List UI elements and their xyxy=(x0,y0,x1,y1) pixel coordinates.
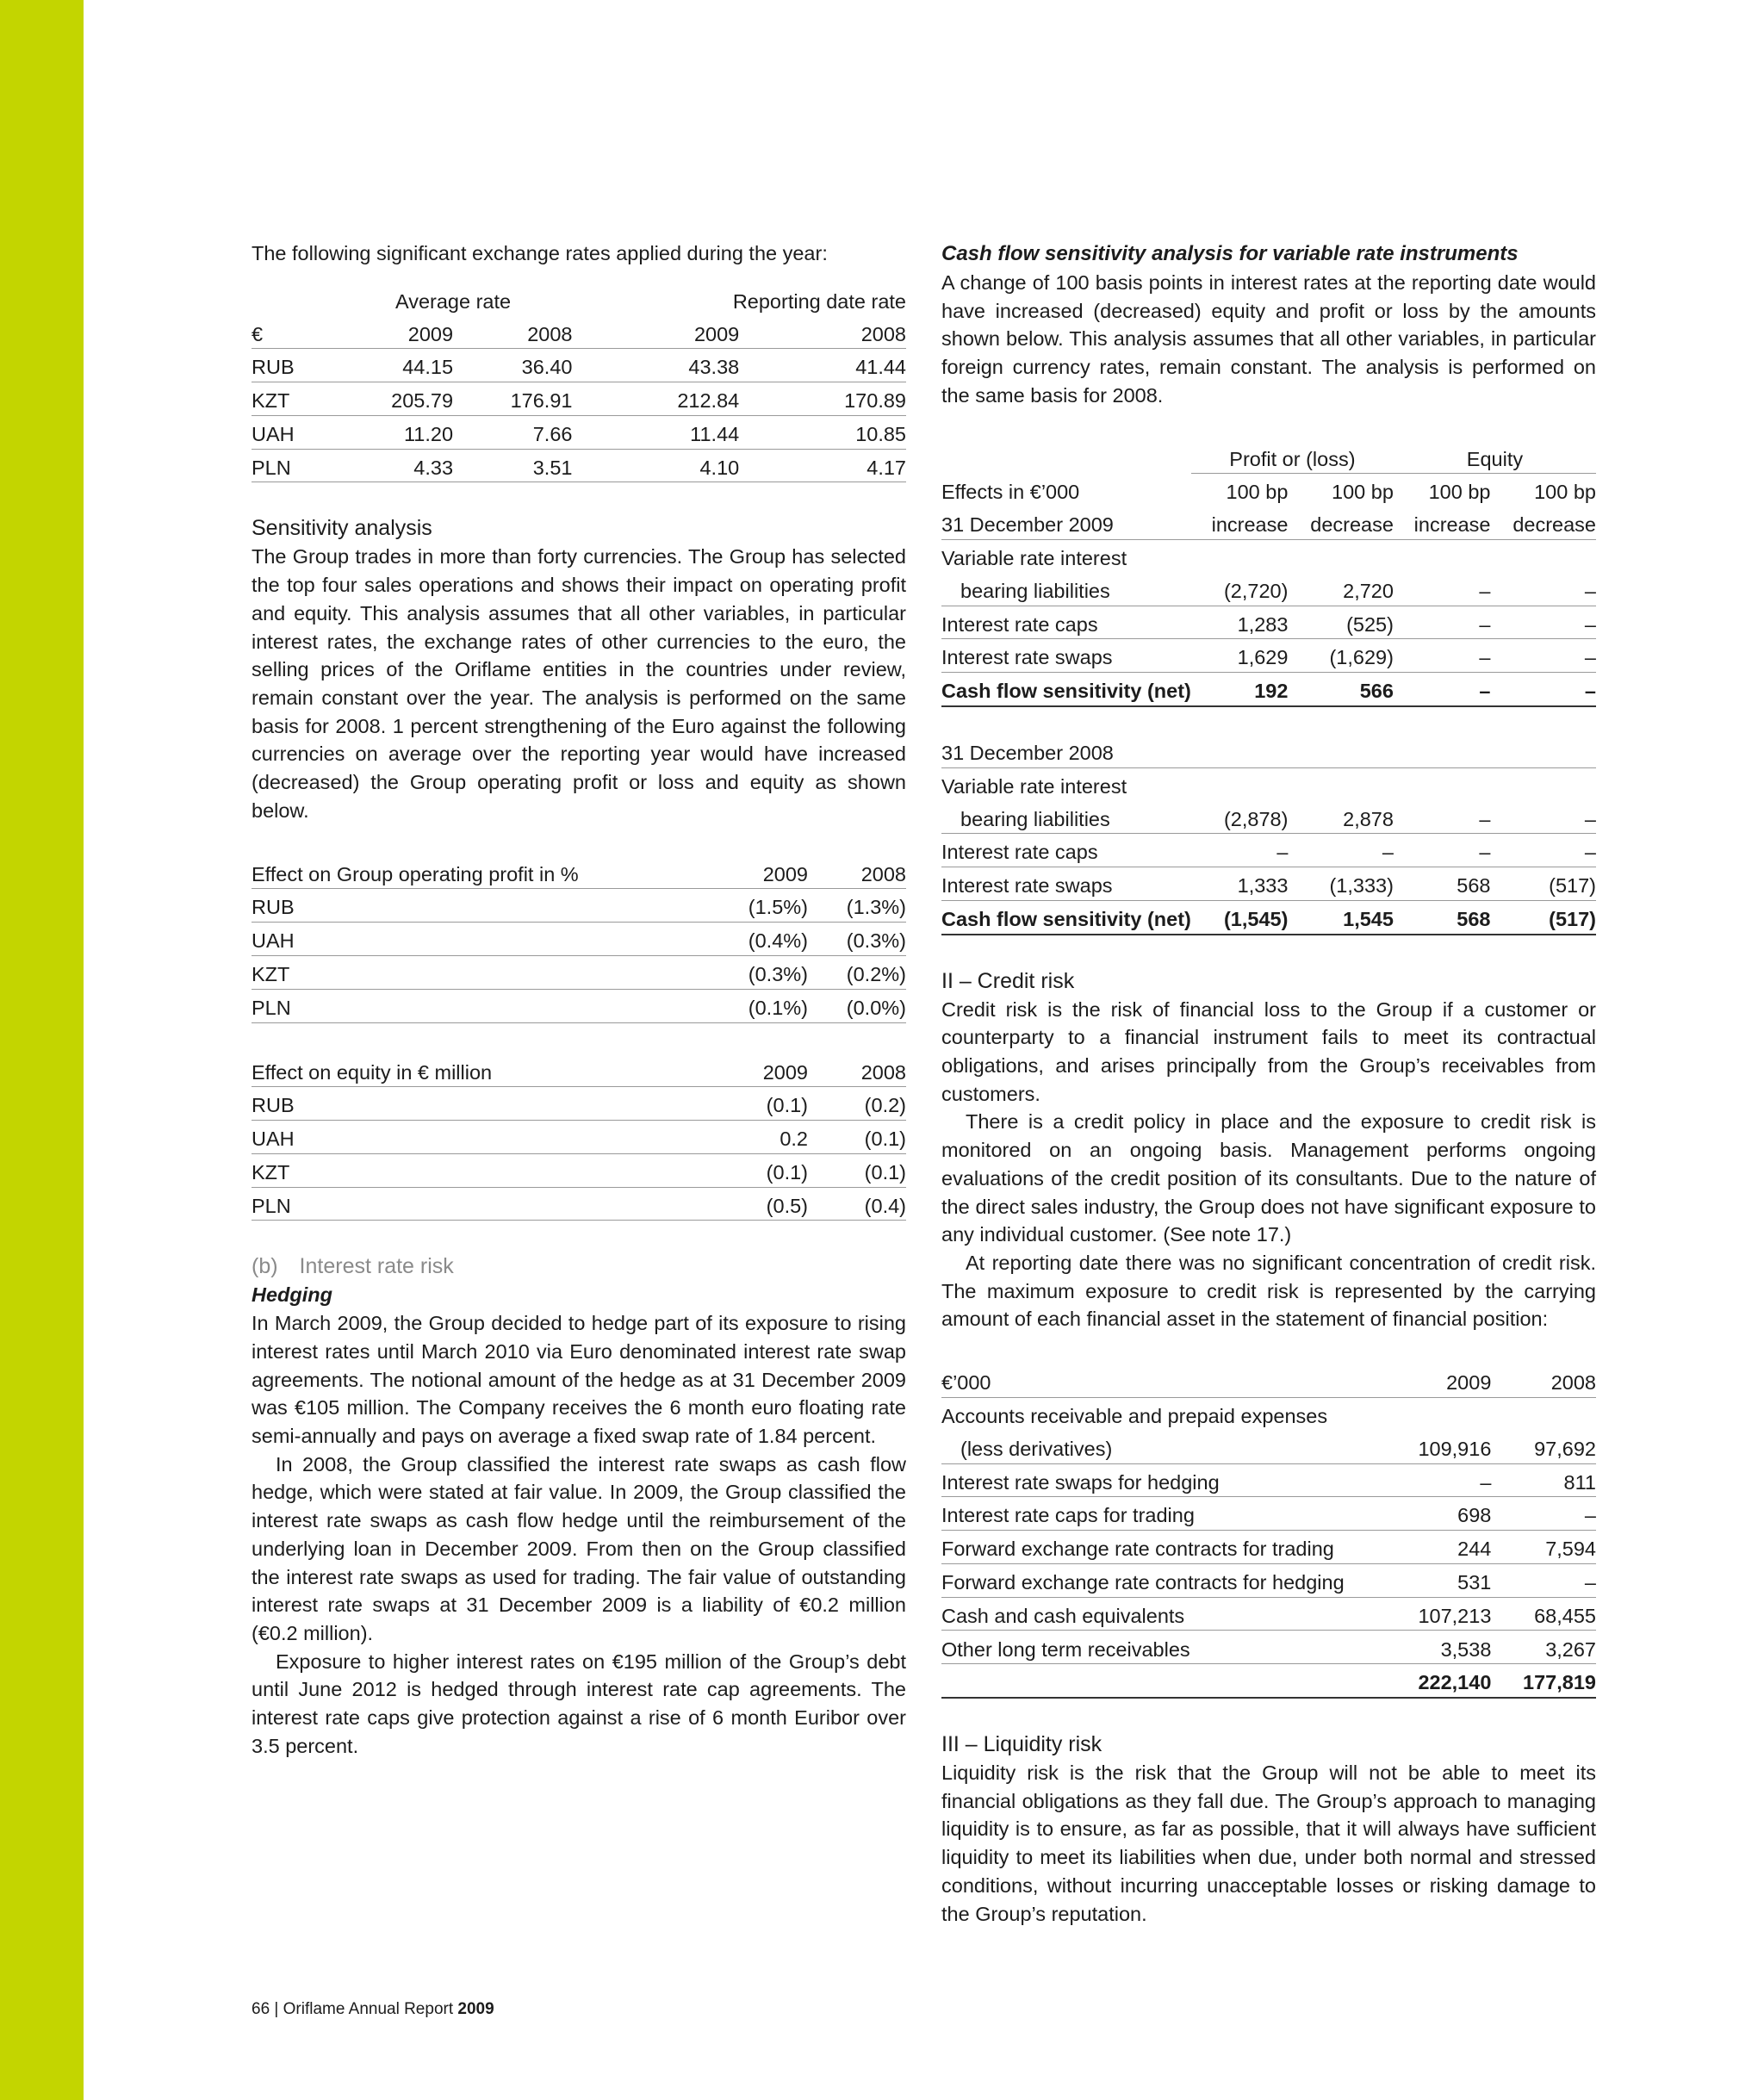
cell-value xyxy=(1394,767,1491,800)
cf-header: Effects in €’000 xyxy=(941,481,1080,504)
profit-col: 2009 xyxy=(710,856,808,889)
table-row xyxy=(941,1463,1596,1497)
equity-col: 2009 xyxy=(710,1054,808,1087)
cell-value: – xyxy=(1191,834,1289,867)
cashflow-title: Cash flow sensitivity analysis for variable rate instruments xyxy=(941,242,1519,265)
credit-risk-title: II – Credit risk xyxy=(941,968,1075,993)
cell-value: 244 xyxy=(1387,1531,1492,1564)
cell-value: (1,629) xyxy=(1288,639,1394,673)
cell-value: (517) xyxy=(1490,867,1596,901)
cell-value xyxy=(1191,539,1289,572)
table-row xyxy=(941,639,1596,673)
cf-header: 100 bp xyxy=(1428,481,1491,504)
row-label: Interest rate caps xyxy=(941,606,1191,639)
cell-value: 170.89 xyxy=(739,382,906,416)
row-label: Variable rate interest xyxy=(941,774,1127,798)
cell-value: 3,538 xyxy=(1387,1631,1492,1664)
row-label: Forward exchange rate contracts for trading xyxy=(941,1531,1387,1564)
cell-value: (2,720) xyxy=(1191,573,1289,606)
cell-value: 2,720 xyxy=(1288,573,1394,606)
table-row xyxy=(252,1121,906,1154)
cell-value: (0.4) xyxy=(808,1187,906,1221)
table-row xyxy=(252,1087,906,1121)
row-label: Forward exchange rate contracts for hedging xyxy=(941,1563,1387,1597)
table-row xyxy=(941,573,1596,606)
cell-value: – xyxy=(1490,573,1596,606)
cf-header: increase xyxy=(1394,506,1491,539)
equity-col: 2008 xyxy=(808,1054,906,1087)
cf-header: 100 bp xyxy=(1332,481,1394,504)
credit-total-value: 177,819 xyxy=(1491,1664,1596,1698)
cell-value: 97,692 xyxy=(1491,1431,1596,1463)
credit-exposure-table xyxy=(941,1364,1596,1699)
cell-value: 7.66 xyxy=(453,415,572,449)
cell-value: 698 xyxy=(1387,1497,1492,1531)
sensitivity-text: The Group trades in more than forty currencies. The Group has selected the top four sales operations and shows their impact on operating profit and equity. This analysis assumes that all other variables, in particular interest rates, the exchange rates of other currencies to the euro, the selling prices of the Oriflame entities in the countries under review, remain constant over the year. The analysis is performed on the same basis for 2008. 1 percent strengthening of the Euro against the following currencies on average over the reporting year would have increased (decreased) the Group operating profit or loss and equity as shown below. xyxy=(252,545,906,822)
footer-year: 2009 xyxy=(457,2000,494,2018)
cell-value: 176.91 xyxy=(453,382,572,416)
row-label: Interest rate swaps xyxy=(941,867,1191,901)
cell-value: 531 xyxy=(1387,1563,1492,1597)
row-label: Variable rate interest xyxy=(941,547,1127,569)
rates-col: 2008 xyxy=(739,316,906,349)
profit-loss-header: Profit or (loss) xyxy=(1191,441,1394,474)
cell-value xyxy=(1387,1397,1492,1430)
cell-value: 1,333 xyxy=(1191,867,1289,901)
row-label: (less derivatives) xyxy=(941,1431,1387,1463)
row-label: KZT xyxy=(252,955,710,989)
interest-risk-title: (b) Interest rate risk xyxy=(252,1254,454,1279)
cell-value: (0.0%) xyxy=(808,989,906,1022)
table-row xyxy=(252,382,906,416)
page-sidebar-accent xyxy=(0,0,84,2100)
interest-paragraph: Exposure to higher interest rates on €195 million of the Group’s debt until June 2012 is hedged through interest rate cap agreements. The interest rate caps give protection against a rise of 6 month Euribor over 3.5 percent. xyxy=(252,1650,906,1757)
credit-total-row xyxy=(941,1664,1596,1698)
table-row xyxy=(941,900,1596,934)
cell-value: (0.1) xyxy=(808,1121,906,1154)
liquidity-risk-title: III – Liquidity risk xyxy=(941,1732,1102,1757)
cell-value: (0.1) xyxy=(710,1153,808,1187)
table-row xyxy=(941,1431,1596,1463)
credit-col: 2009 xyxy=(1387,1364,1492,1397)
table-row xyxy=(941,606,1596,639)
row-label: Cash flow sensitivity (net) xyxy=(941,673,1191,706)
cf-2008-header: 31 December 2008 xyxy=(941,735,1596,767)
cell-value: (517) xyxy=(1490,900,1596,934)
equity-rows xyxy=(252,1087,906,1221)
cf-header: 31 December 2009 xyxy=(941,506,1191,539)
cell-value xyxy=(1191,767,1289,800)
credit-paragraph: Credit risk is the risk of financial loss to the Group if a customer or counterparty to a financial instrument fails to meet its contractual obligations, and arises principally from the Group’s receivables from customers. xyxy=(941,997,1596,1105)
table-row xyxy=(252,415,906,449)
cell-value: 0.2 xyxy=(710,1121,808,1154)
table-row xyxy=(252,349,906,382)
rates-col-currency: € xyxy=(252,316,334,349)
table-row xyxy=(252,955,906,989)
table-row xyxy=(941,539,1596,572)
table-row xyxy=(941,1397,1596,1430)
table-row xyxy=(941,1531,1596,1564)
row-label: PLN xyxy=(252,449,334,482)
cell-value: – xyxy=(1394,573,1491,606)
cell-value: (2,878) xyxy=(1191,800,1289,833)
cell-value: (0.3%) xyxy=(710,955,808,989)
table-row xyxy=(252,889,906,923)
cell-value: 3.51 xyxy=(453,449,572,482)
cell-value: (0.4%) xyxy=(710,923,808,956)
credit-paragraph: At reporting date there was no significant concentration of credit risk. The maximum exposure to credit risk is represented by the carrying amount of each financial asset in the statement of financial position: xyxy=(941,1252,1596,1331)
row-label: RUB xyxy=(252,349,334,382)
right-column xyxy=(941,239,1596,1928)
cell-value: (0.1%) xyxy=(710,989,808,1022)
table-row xyxy=(941,673,1596,706)
cell-value: – xyxy=(1387,1463,1492,1497)
cell-value: 36.40 xyxy=(453,349,572,382)
cell-value: (0.3%) xyxy=(808,923,906,956)
cell-value: 1,629 xyxy=(1191,639,1289,673)
cell-value: (525) xyxy=(1288,606,1394,639)
cell-value: 109,916 xyxy=(1387,1431,1492,1463)
equity-effect-table xyxy=(252,1054,906,1221)
row-label: Accounts receivable and prepaid expenses xyxy=(941,1405,1328,1427)
credit-total-value: 222,140 xyxy=(1387,1664,1492,1698)
table-row xyxy=(252,989,906,1022)
table-row xyxy=(941,1597,1596,1631)
row-label: RUB xyxy=(252,1087,710,1121)
cell-value: 44.15 xyxy=(334,349,453,382)
cell-value: 68,455 xyxy=(1491,1597,1596,1631)
row-label: RUB xyxy=(252,889,710,923)
table-row xyxy=(941,1563,1596,1597)
profit-col: Effect on Group operating profit in % xyxy=(252,856,710,889)
cell-value: – xyxy=(1490,800,1596,833)
cf-header: decrease xyxy=(1288,506,1394,539)
cell-value: 811 xyxy=(1491,1463,1596,1497)
cell-value: 11.20 xyxy=(334,415,453,449)
cell-value: (1,545) xyxy=(1191,900,1289,934)
cell-value: – xyxy=(1394,606,1491,639)
left-column xyxy=(252,239,906,1760)
interest-paragraph: In March 2009, the Group decided to hedge part of its exposure to rising interest rates until March 2010 via Euro denominated interest rate swap agreements. The notional amount of the hedge as at 31 December 2009 was €105 million. The Company receives the 6 month euro floating rate semi-annually and pays on average a fixed swap rate of 1.84 percent. xyxy=(252,1312,906,1447)
cell-value xyxy=(1490,539,1596,572)
cell-value: – xyxy=(1491,1563,1596,1597)
equity-col: Effect on equity in € million xyxy=(252,1054,710,1087)
cell-value: (0.5) xyxy=(710,1187,808,1221)
cell-value: 212.84 xyxy=(572,382,739,416)
cf-2008-rows xyxy=(941,767,1596,934)
row-label: bearing liabilities xyxy=(941,800,1191,833)
cell-value xyxy=(1288,539,1394,572)
page-footer xyxy=(252,2000,494,2019)
row-label: Interest rate swaps for hedging xyxy=(941,1463,1387,1497)
cell-value: 1,283 xyxy=(1191,606,1289,639)
cf-2009-rows xyxy=(941,539,1596,705)
rates-intro: The following significant exchange rates applied during the year: xyxy=(252,242,828,264)
cashflow-text: A change of 100 basis points in interest rates at the reporting date would have increased (decreased) equity and profit or loss by the amounts shown below. This analysis assumes that all other variables, in particular foreign currency rates, remain constant. The analysis is performed on the same basis for 2008. xyxy=(941,271,1596,407)
cell-value: 43.38 xyxy=(572,349,739,382)
cell-value: – xyxy=(1394,639,1491,673)
credit-rows xyxy=(941,1397,1596,1663)
table-row xyxy=(941,834,1596,867)
cell-value: – xyxy=(1490,639,1596,673)
cell-value: 10.85 xyxy=(739,415,906,449)
row-label: PLN xyxy=(252,989,710,1022)
table-row xyxy=(941,1631,1596,1664)
cell-value xyxy=(1288,767,1394,800)
cf-header: decrease xyxy=(1490,506,1596,539)
cell-value: 2,878 xyxy=(1288,800,1394,833)
profit-rows xyxy=(252,889,906,1022)
cell-value: 7,594 xyxy=(1491,1531,1596,1564)
cell-value xyxy=(1394,539,1491,572)
credit-total-label xyxy=(941,1664,1387,1698)
table-row xyxy=(941,800,1596,833)
cf-header: 100 bp xyxy=(1226,481,1289,504)
profit-effect-table xyxy=(252,856,906,1023)
row-label: Cash flow sensitivity (net) xyxy=(941,900,1191,934)
cell-value xyxy=(1490,767,1596,800)
rates-col: 2008 xyxy=(453,316,572,349)
cell-value: 3,267 xyxy=(1491,1631,1596,1664)
row-label: Interest rate swaps xyxy=(941,639,1191,673)
cell-value: 41.44 xyxy=(739,349,906,382)
cell-value: 205.79 xyxy=(334,382,453,416)
row-label: PLN xyxy=(252,1187,710,1221)
cell-value: (0.2%) xyxy=(808,955,906,989)
table-row xyxy=(252,1153,906,1187)
cell-value: – xyxy=(1394,673,1491,706)
interest-paragraph: In 2008, the Group classified the interest rate swaps as cash flow hedge, which were stated at fair value. In 2009, the Group classified the interest rate swaps as cash flow hedge until the reimbursement of the underlying loan in December 2009. From then on the Group classified the interest rate swaps as used for trading. The fair value of outstanding interest rate swaps at 31 December 2009 is a liability of €0.2 million (€0.2 million). xyxy=(252,1452,906,1644)
cell-value: – xyxy=(1288,834,1394,867)
equity-header: Equity xyxy=(1394,441,1596,474)
row-label: KZT xyxy=(252,382,334,416)
cashflow-sensitivity-table xyxy=(941,441,1596,935)
cell-value: 4.33 xyxy=(334,449,453,482)
row-label: UAH xyxy=(252,923,710,956)
avg-rate-header: Average rate xyxy=(394,289,512,313)
table-row xyxy=(941,867,1596,901)
cell-value: – xyxy=(1394,834,1491,867)
table-row xyxy=(252,1187,906,1221)
cell-value: (1.5%) xyxy=(710,889,808,923)
cell-value: (0.1) xyxy=(808,1153,906,1187)
table-row xyxy=(252,449,906,482)
footer-text: 66 | Oriflame Annual Report xyxy=(252,2000,458,2018)
cell-value: (1,333) xyxy=(1288,867,1394,901)
rates-col: 2009 xyxy=(334,316,453,349)
profit-col: 2008 xyxy=(808,856,906,889)
cell-value: 4.10 xyxy=(572,449,739,482)
cell-value: 107,213 xyxy=(1387,1597,1492,1631)
table-row xyxy=(941,767,1596,800)
cf-header: 100 bp xyxy=(1534,481,1596,504)
cell-value: 1,545 xyxy=(1288,900,1394,934)
credit-paragraph: There is a credit policy in place and the exposure to credit risk is monitored on an ongoing basis. Management performs ongoing evaluations of the credit position of its consultants. Due to the nature of the direct sales industry, the Group does not have significant exposure to any individual customer. (See note 17.) xyxy=(941,1110,1596,1246)
rates-rows xyxy=(252,349,906,482)
row-label: Other long term receivables xyxy=(941,1631,1387,1664)
cell-value xyxy=(1491,1397,1596,1430)
row-label: UAH xyxy=(252,1121,710,1154)
cell-value: 566 xyxy=(1288,673,1394,706)
row-label: Interest rate caps for trading xyxy=(941,1497,1387,1531)
table-row xyxy=(941,1497,1596,1531)
cell-value: 568 xyxy=(1394,867,1491,901)
cell-value: (0.2) xyxy=(808,1087,906,1121)
hedging-subtitle: Hedging xyxy=(252,1283,332,1307)
credit-col: €’000 xyxy=(941,1364,1387,1397)
cell-value: – xyxy=(1491,1497,1596,1531)
liquidity-text: Liquidity risk is the risk that the Group will not be able to meet its financial obligations as they fall due. The Group’s approach to managing liquidity is to ensure, as far as possible, that it will always have sufficient liquidity to meet its liabilities when due, under both normal and stressed conditions, without incurring unacceptable losses or risking damage to the Group’s reputation. xyxy=(941,1761,1596,1925)
cf-header: increase xyxy=(1191,506,1289,539)
credit-col: 2008 xyxy=(1491,1364,1596,1397)
row-label: Interest rate caps xyxy=(941,834,1191,867)
exchange-rates-table xyxy=(252,283,906,483)
cell-value: 568 xyxy=(1394,900,1491,934)
reporting-rate-header: Reporting date rate xyxy=(732,289,906,313)
row-label: bearing liabilities xyxy=(941,573,1191,606)
table-row xyxy=(252,923,906,956)
cell-value: – xyxy=(1490,834,1596,867)
cell-value: – xyxy=(1490,606,1596,639)
cell-value: 4.17 xyxy=(739,449,906,482)
row-label: KZT xyxy=(252,1153,710,1187)
cell-value: 192 xyxy=(1191,673,1289,706)
cell-value: – xyxy=(1490,673,1596,706)
row-label: Cash and cash equivalents xyxy=(941,1597,1387,1631)
cell-value: – xyxy=(1394,800,1491,833)
rates-col: 2009 xyxy=(572,316,739,349)
cell-value: 11.44 xyxy=(572,415,739,449)
sensitivity-title: Sensitivity analysis xyxy=(252,516,432,541)
cell-value: (0.1) xyxy=(710,1087,808,1121)
row-label: UAH xyxy=(252,415,334,449)
cell-value: (1.3%) xyxy=(808,889,906,923)
